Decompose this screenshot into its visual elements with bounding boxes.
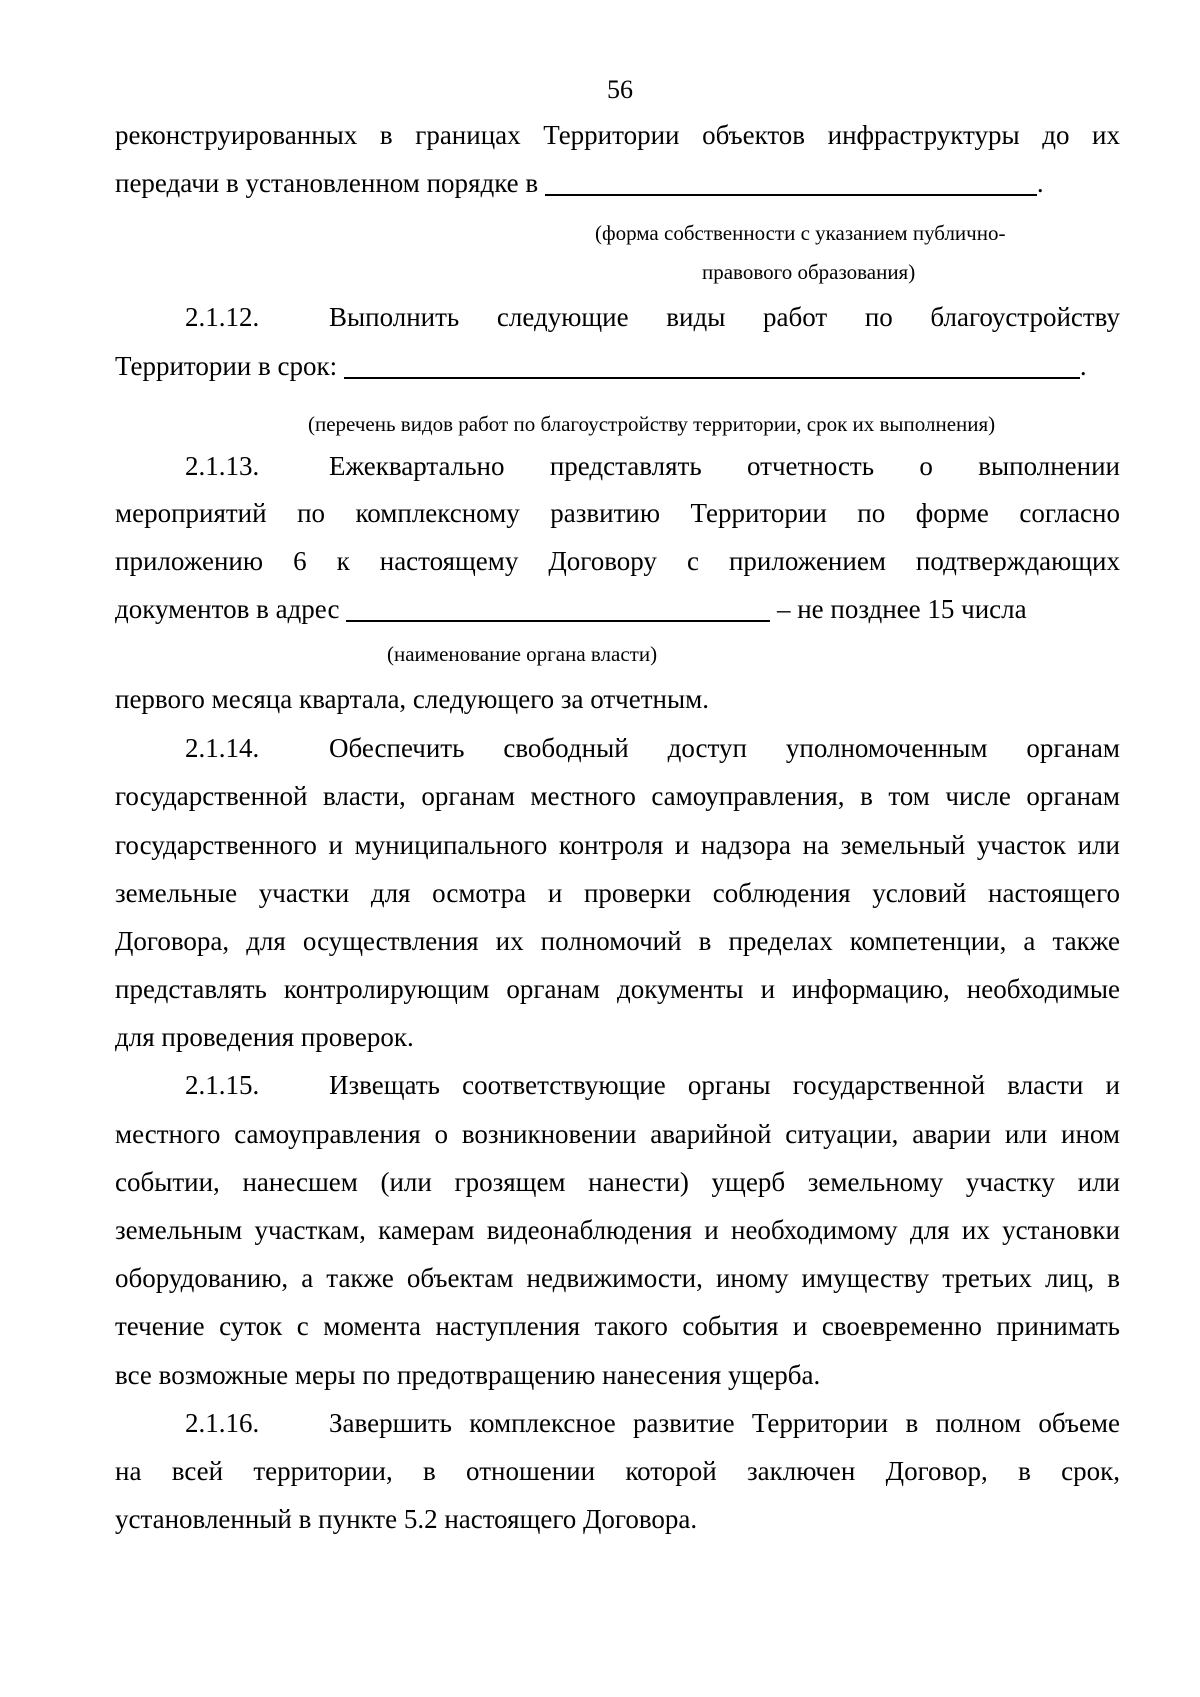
blank-caption: (перечень видов работ по благоустройству территории, срок их выполнения) xyxy=(308,411,996,436)
paragraph-text: Выполнить следующие виды работ по благоустройству xyxy=(329,302,1120,333)
paragraph-line: представлять контролирующим органам документы и информацию, необходимые xyxy=(115,974,1120,1005)
paragraph-line: государственной власти, органам местного самоуправления, в том числе органам xyxy=(115,781,1120,812)
fill-in-blank-authority xyxy=(346,590,770,622)
paragraph-line: Договора, для осуществления их полномочий в пределах компетенции, а также xyxy=(115,925,1120,956)
clause-number: 2.1.13. xyxy=(185,450,260,481)
page-number: 56 xyxy=(607,75,633,104)
paragraph-line: приложению 6 к настоящему Договору с приложением подтверждающих xyxy=(115,545,1120,576)
clause-2-1-13-first-line xyxy=(115,444,1120,489)
fill-in-blank-ownership xyxy=(545,164,1037,196)
paragraph-line: мероприятий по комплексному развитию Территории по форме согласно xyxy=(115,497,1120,528)
paragraph-text: документов в адрес xyxy=(115,593,347,624)
paragraph-line: течение суток с момента наступления такого события и своевременно принимать xyxy=(115,1311,1120,1342)
paragraph-text: Завершить комплексное развитие Территории в полном объеме xyxy=(329,1407,1120,1438)
paragraph-line-with-blank xyxy=(115,159,1120,207)
paragraph-line-with-blank xyxy=(115,342,1120,390)
clause-number: 2.1.16. xyxy=(185,1407,260,1438)
paragraph-line: реконструированных в границах Территории объектов инфраструктуры до их xyxy=(115,120,1120,150)
blank-caption: (форма собственности с указанием публично- xyxy=(595,221,1006,246)
fill-in-blank-works xyxy=(344,347,1080,379)
paragraph-line: на всей территории, в отношении которой заключен Договор, в срок, xyxy=(115,1455,1120,1486)
paragraph-text: Извещать соответствующие органы государственной власти и xyxy=(329,1070,1120,1101)
paragraph-line: земельным участкам, камерам видеонаблюдения и необходимому для их установки xyxy=(115,1215,1120,1245)
paragraph-line: для проведения проверок. xyxy=(115,1022,414,1053)
paragraph-text: Обеспечить свободный доступ уполномоченным органам xyxy=(329,733,1120,764)
paragraph-line: установленный в пункте 5.2 настоящего Договора. xyxy=(115,1504,698,1535)
blank-caption: (наименование органа власти) xyxy=(387,642,658,667)
clause-number: 2.1.12. xyxy=(185,302,260,333)
clause-number: 2.1.15. xyxy=(185,1070,260,1101)
clause-2-1-12-first-line xyxy=(115,292,1120,342)
paragraph-line: земельные участки для осмотра и проверки соблюдения условий настоящего xyxy=(115,877,1120,908)
paragraph-line: первого месяца квартала, следующего за отчетным. xyxy=(115,684,709,715)
clause-2-1-15-first-line xyxy=(115,1061,1120,1109)
document-body xyxy=(115,111,1120,1543)
paragraph-line: местного самоуправления о возникновении аварийной ситуации, аварии или ином xyxy=(115,1118,1120,1149)
paragraph-line: событии, нанесшем (или грозящем нанести) ущерб земельному участку или xyxy=(115,1166,1120,1197)
paragraph-line-with-blank xyxy=(115,585,1120,633)
paragraph-line: все возможные меры по предотвращению нанесения ущерба. xyxy=(115,1359,821,1390)
clause-2-1-14-first-line xyxy=(115,724,1120,772)
paragraph-text: Территории в срок: xyxy=(115,351,344,382)
paragraph-punctuation: . xyxy=(1036,168,1044,199)
clause-number: 2.1.14. xyxy=(185,733,260,764)
blank-caption: правового образования) xyxy=(702,260,916,285)
paragraph-text: Ежеквартально представлять отчетность о выполнении xyxy=(329,450,1120,481)
clause-2-1-16-first-line xyxy=(115,1399,1120,1447)
paragraph-text: – не позднее 15 числа xyxy=(770,593,1027,624)
paragraph-line: государственного и муниципального контроля и надзора на земельный участок или xyxy=(115,829,1120,860)
paragraph-punctuation: . xyxy=(1079,351,1087,382)
paragraph-text: передачи в установленном порядке в xyxy=(115,168,545,199)
paragraph-line: оборудованию, а также объектам недвижимости, иному имуществу третьих лиц, в xyxy=(115,1263,1120,1294)
